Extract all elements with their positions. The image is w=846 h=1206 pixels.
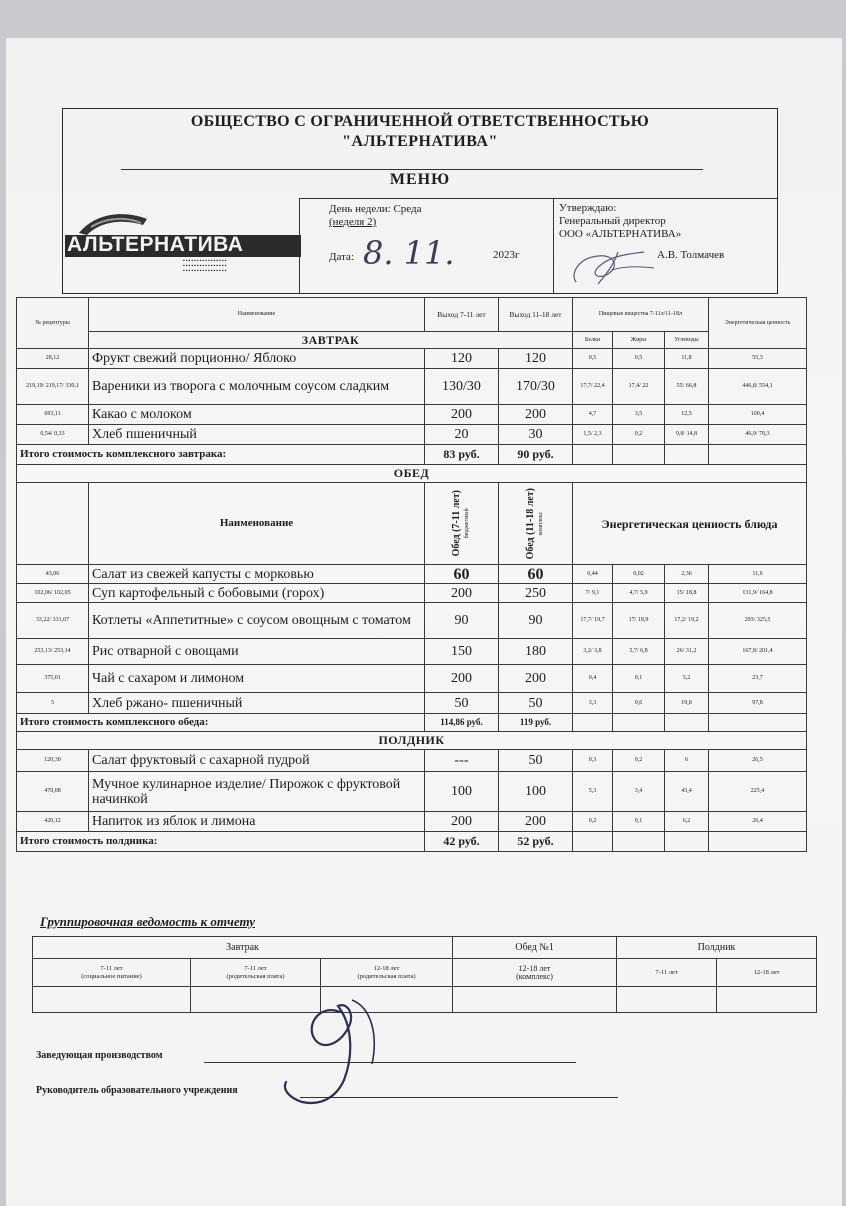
out-7-11: 120 [425, 349, 499, 369]
out-11-18: 50 [499, 750, 573, 772]
carbs: 6 [665, 750, 709, 772]
year-label: 2023г [493, 249, 520, 261]
out-11-18: 200 [499, 812, 573, 832]
col-carbs: Углеводы [665, 332, 709, 349]
table-row [17, 639, 807, 665]
out-7-11: --- [425, 750, 499, 772]
recipe-no: 5 [17, 693, 89, 714]
empty-cell [709, 832, 807, 852]
dish-name: Хлеб пшеничный [89, 425, 425, 445]
table-row [17, 603, 807, 639]
out-7-11: 200 [425, 405, 499, 425]
energy: 446,8/ 554,1 [709, 369, 807, 405]
director-signature-icon [568, 244, 658, 289]
org-name-line2: "АЛЬТЕРНАТИВА" [342, 133, 498, 150]
out-11-18: 170/30 [499, 369, 573, 405]
empty-cell [665, 832, 709, 852]
table-row [17, 369, 807, 405]
energy: 11,6 [709, 565, 807, 584]
grouping-b2-sub: (родительская плата) [226, 972, 285, 980]
breakfast-total-11-18: 90 руб. [499, 445, 573, 465]
proteins: 0,44 [573, 565, 613, 584]
dish-name: Котлеты «Аппетитные» с соусом овощным с томатом [89, 603, 425, 639]
out-7-11: 60 [425, 565, 499, 584]
empty-cell [613, 445, 665, 465]
header-block [62, 108, 778, 294]
fats: 3,4 [613, 772, 665, 812]
weekday-label: День недели: Среда [329, 203, 422, 215]
empty-cell [709, 714, 807, 732]
carbs: 6,2 [665, 812, 709, 832]
fats: 3,5 [613, 405, 665, 425]
dish-name: Фрукт свежий порционно/ Яблоко [89, 349, 425, 369]
lunch-col-name: Наименование [89, 483, 425, 565]
lunch-col-11-18-label: Обед (11-18 лет) [524, 487, 536, 560]
logo-swoosh-icon [77, 209, 149, 235]
grouping-b3-sub: (родительская плата) [357, 972, 416, 980]
empty-cell [573, 714, 613, 732]
head-label: Руководитель образовательного учреждения [36, 1085, 238, 1096]
table-row [17, 425, 807, 445]
out-11-18: 90 [499, 603, 573, 639]
recipe-no: 33,22/ 331,07 [17, 603, 89, 639]
manager-signature-icon [280, 994, 390, 1112]
grouping-b3-age: 12-18 лет [373, 964, 400, 972]
proteins: 0,4 [573, 665, 613, 693]
dish-name: Чай с сахаром и лимоном [89, 665, 425, 693]
recipe-no: 420,12 [17, 812, 89, 832]
org-name-line1: ОБЩЕСТВО С ОГРАНИЧЕННОЙ ОТВЕТСТВЕННОСТЬЮ [190, 113, 650, 130]
carbs: 9,8/ 14,8 [665, 425, 709, 445]
menu-table [16, 297, 807, 852]
table-row [17, 349, 807, 369]
out-7-11: 200 [425, 812, 499, 832]
grouping-snack: Полдник [617, 937, 817, 959]
lunch-total-7-11: 114,86 руб. [425, 714, 499, 732]
empty-cell [617, 987, 717, 1013]
table-row [17, 405, 807, 425]
approver-position: Генеральный директор [559, 215, 666, 227]
lunch-col-7-11-label: Обед (7-11 лет) [450, 490, 462, 557]
out-11-18: 120 [499, 349, 573, 369]
out-7-11: 150 [425, 639, 499, 665]
grouping-lunch: Обед №1 [453, 937, 617, 959]
recipe-no: 253,13/ 253,14 [17, 639, 89, 665]
out-11-18: 100 [499, 772, 573, 812]
carbs: 11,8 [665, 349, 709, 369]
proteins: 17,7/ 19,7 [573, 603, 613, 639]
proteins: 0,5 [573, 349, 613, 369]
out-7-11: 200 [425, 665, 499, 693]
dish-name: Вареники из творога с молочным соусом сладким [89, 369, 425, 405]
col-recipe-no: № рецептуры [17, 298, 89, 349]
proteins: 3,3 [573, 693, 613, 714]
approved-label: Утверждаю: [559, 202, 617, 214]
grouping-b1 [33, 959, 191, 987]
manager-signature-line [204, 1062, 576, 1063]
col-proteins: Белки [573, 332, 613, 349]
weekday-info [329, 203, 422, 229]
table-row [17, 565, 807, 584]
proteins: 17,7/ 22,4 [573, 369, 613, 405]
lunch-col-7-11 [425, 483, 499, 565]
grouping-s2: 12-18 лет [717, 959, 817, 987]
carbs: 15/ 18,8 [665, 584, 709, 603]
header-divider-right [553, 198, 554, 293]
proteins: 0,2 [573, 812, 613, 832]
energy: 100,4 [709, 405, 807, 425]
fats: 17/ 18,9 [613, 603, 665, 639]
grouping-b3 [321, 959, 453, 987]
proteins: 0,3 [573, 750, 613, 772]
out-11-18: 50 [499, 693, 573, 714]
recipe-no: 219,19/ 219,17/ 330,1 [17, 369, 89, 405]
empty-cell [453, 987, 617, 1013]
table-row [17, 693, 807, 714]
fats: 0,2 [613, 425, 665, 445]
carbs: 12,5 [665, 405, 709, 425]
lunch-total-label: Итого стоимость комплексного обеда: [17, 714, 425, 732]
empty-cell [613, 832, 665, 852]
recipe-no: 43,06 [17, 565, 89, 584]
dish-name: Суп картофельный с бобовыми (горох) [89, 584, 425, 603]
fats: 0,1 [613, 665, 665, 693]
empty-cell [33, 987, 191, 1013]
menu-title: МЕНЮ [389, 171, 451, 188]
date-handwritten: 8. 11. [363, 234, 455, 272]
out-11-18: 250 [499, 584, 573, 603]
dish-name: Мучное кулинарное изделие/ Пирожок с фруктовой начинкой [89, 772, 425, 812]
proteins: 7/ 9,1 [573, 584, 613, 603]
lunch-title-row [17, 465, 807, 483]
dish-name: Салат из свежей капусты с морковью [89, 565, 425, 584]
table-row [17, 665, 807, 693]
lunch-col-11-18-sub: комплекс [537, 511, 544, 536]
energy: 55,3 [709, 349, 807, 369]
approver-org: ООО «АЛЬТЕРНАТИВА» [559, 228, 682, 240]
grouping-b2-age: 7-11 лет [244, 964, 267, 972]
carbs: 2,36 [665, 565, 709, 584]
grouping-b1-age: 7-11 лет [100, 964, 123, 972]
lunch-total-11-18: 119 руб. [499, 714, 573, 732]
snack-total-11-18: 52 руб. [499, 832, 573, 852]
snack-title: ПОЛДНИК [17, 732, 807, 750]
col-out-7-11: Выход 7-11 лет [425, 298, 499, 332]
carbs: 5,2 [665, 665, 709, 693]
breakfast-title-row [17, 332, 807, 349]
dish-name: Хлеб ржано- пшеничный [89, 693, 425, 714]
snack-title-row [17, 732, 807, 750]
out-7-11: 130/30 [425, 369, 499, 405]
energy: 225,4 [709, 772, 807, 812]
grouping-breakfast: Завтрак [33, 937, 453, 959]
proteins: 1,5/ 2,3 [573, 425, 613, 445]
out-11-18: 200 [499, 405, 573, 425]
carbs: 19,8 [665, 693, 709, 714]
table-row [17, 584, 807, 603]
grouping-s1: 7-11 лет [617, 959, 717, 987]
empty-cell [573, 445, 613, 465]
manager-label: Заведующая производством [36, 1050, 163, 1061]
carbs: 17,2/ 19,2 [665, 603, 709, 639]
breakfast-total-7-11: 83 руб. [425, 445, 499, 465]
lunch-col-11-18 [499, 483, 573, 565]
col-energy: Энергетическая ценность [709, 298, 807, 349]
carbs: 26/ 31,2 [665, 639, 709, 665]
proteins: 3,2/ 3,8 [573, 639, 613, 665]
table-row [17, 750, 807, 772]
approver-name: А.В. Толмачев [657, 249, 725, 261]
logo-subtitle-graphic: ▪▪▪▪▪▪▪▪▪▪▪▪▪▪▪▪ ▪▪▪▪▪▪▪▪▪▪▪▪▪▪▪▪ ▪▪▪▪▪▪▪▪▪▪▪▪▪▪▪▪ [183, 258, 228, 274]
snack-total-row [17, 832, 807, 852]
table-row [17, 812, 807, 832]
week-label: (неделя 2) [329, 216, 377, 228]
grouping-l1-sub: (комплекс) [516, 971, 553, 981]
empty-cell [613, 714, 665, 732]
energy: 167,8/ 201,4 [709, 639, 807, 665]
empty-cell [665, 445, 709, 465]
grouping-title: Группировочная ведомость к отчету [40, 914, 256, 929]
dish-name: Какао с молоком [89, 405, 425, 425]
lunch-col-7-11-sub: бюджетный [463, 508, 470, 539]
energy: 23,7 [709, 665, 807, 693]
dish-name: Рис отварной с овощами [89, 639, 425, 665]
proteins: 5,3 [573, 772, 613, 812]
dish-name: Салат фруктовый с сахарной пудрой [89, 750, 425, 772]
out-7-11: 90 [425, 603, 499, 639]
lunch-title: ОБЕД [17, 465, 807, 483]
snack-total-7-11: 42 руб. [425, 832, 499, 852]
out-7-11: 20 [425, 425, 499, 445]
out-7-11: 100 [425, 772, 499, 812]
grouping-l1-age: 12-18 лет [518, 963, 551, 973]
fats: 5,7/ 6,8 [613, 639, 665, 665]
fats: 0,6 [613, 693, 665, 714]
energy: 26,4 [709, 812, 807, 832]
fats: 0,5 [613, 349, 665, 369]
empty-cell [665, 714, 709, 732]
grouping-header-row [33, 937, 817, 959]
grouping-subheader-row [33, 959, 817, 987]
grouping-b1-sub: (социальное питание) [81, 972, 142, 980]
fats: 0,1 [613, 812, 665, 832]
recipe-no: 120,30 [17, 750, 89, 772]
energy: 26,5 [709, 750, 807, 772]
table-row [17, 772, 807, 812]
fats: 4,7/ 5,9 [613, 584, 665, 603]
breakfast-total-label: Итого стоимость комплексного завтрака: [17, 445, 425, 465]
out-11-18: 180 [499, 639, 573, 665]
carbs: 43,4 [665, 772, 709, 812]
out-11-18: 30 [499, 425, 573, 445]
col-fats: Жиры [613, 332, 665, 349]
fats: 0,02 [613, 565, 665, 584]
breakfast-title: ЗАВТРАК [89, 332, 573, 349]
col-name: Наименование [89, 298, 425, 332]
breakfast-total-row [17, 445, 807, 465]
grouping-b2 [191, 959, 321, 987]
proteins: 4,7 [573, 405, 613, 425]
energy: 97,8 [709, 693, 807, 714]
recipe-no: 470,08 [17, 772, 89, 812]
recipe-no: 28,12 [17, 349, 89, 369]
dish-name: Напиток из яблок и лимона [89, 812, 425, 832]
recipe-no: 375,01 [17, 665, 89, 693]
carbs: 55/ 66,8 [665, 369, 709, 405]
out-7-11: 50 [425, 693, 499, 714]
energy: 46,9/ 70,3 [709, 425, 807, 445]
company-logo [63, 205, 299, 285]
energy: 293/ 325,5 [709, 603, 807, 639]
col-nutrients: Пищевые вещества 7-11л/11-18л [573, 298, 709, 332]
logo-text: АЛЬТЕРНАТИВА [67, 233, 244, 256]
approval-block [559, 202, 681, 241]
empty-cell [709, 445, 807, 465]
lunch-col-energy: Энергетическая цениость блюда [573, 483, 807, 565]
fats: 0,2 [613, 750, 665, 772]
col-out-11-18: Выход 11-18 лет [499, 298, 573, 332]
grouping-values-row [33, 987, 817, 1013]
grouping-table [32, 936, 817, 1013]
recipe-no: 0,54/ 0,33 [17, 425, 89, 445]
date-label: Дата: [329, 251, 354, 263]
lunch-total-row [17, 714, 807, 732]
recipe-no: 102,06/ 102,05 [17, 584, 89, 603]
grouping-l1 [453, 959, 617, 987]
energy: 131,9/ 164,8 [709, 584, 807, 603]
empty-cell [717, 987, 817, 1013]
out-11-18: 200 [499, 665, 573, 693]
out-7-11: 200 [425, 584, 499, 603]
lunch-header-row [17, 483, 807, 565]
empty-cell [573, 832, 613, 852]
fats: 17,4/ 22 [613, 369, 665, 405]
empty-cell [17, 483, 89, 565]
recipe-no: 693,11 [17, 405, 89, 425]
out-11-18: 60 [499, 565, 573, 584]
header-divider [299, 198, 777, 199]
header-rule [121, 169, 703, 170]
table-header-row [17, 298, 807, 332]
snack-total-label: Итого стоимость полдника: [17, 832, 425, 852]
